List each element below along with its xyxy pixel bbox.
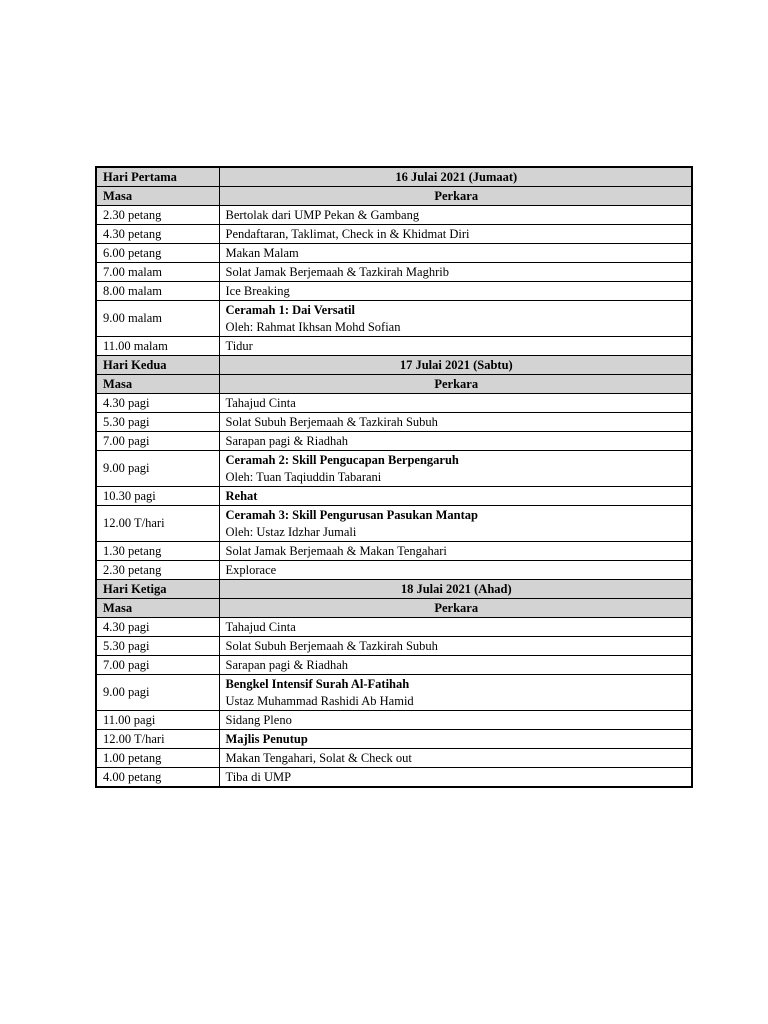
perkara-line: Oleh: Tuan Taqiuddin Tabarani xyxy=(225,469,382,484)
schedule-row xyxy=(96,487,692,506)
perkara-line: Sidang Pleno xyxy=(225,712,292,727)
schedule-row xyxy=(96,282,692,301)
schedule-row xyxy=(96,451,692,487)
perkara-cell xyxy=(219,225,692,244)
schedule-table xyxy=(95,166,693,788)
masa-column-header: Masa xyxy=(96,187,219,206)
perkara-cell xyxy=(219,730,692,749)
time-cell: 9.00 pagi xyxy=(96,675,219,711)
perkara-line: Solat Jamak Berjemaah & Makan Tengahari xyxy=(225,543,447,558)
time-cell: 10.30 pagi xyxy=(96,487,219,506)
perkara-line: Tiba di UMP xyxy=(225,769,292,784)
day-date-label: 17 Julai 2021 (Sabtu) xyxy=(219,356,692,375)
time-cell: 6.00 petang xyxy=(96,244,219,263)
perkara-cell xyxy=(219,675,692,711)
day-label: Hari Pertama xyxy=(96,167,219,187)
schedule-row xyxy=(96,301,692,337)
schedule-row xyxy=(96,656,692,675)
column-header-row xyxy=(96,187,692,206)
time-cell: 4.30 pagi xyxy=(96,618,219,637)
time-cell: 2.30 petang xyxy=(96,561,219,580)
perkara-line: Makan Malam xyxy=(225,245,299,260)
perkara-line: Rehat xyxy=(225,488,258,503)
perkara-line: Bertolak dari UMP Pekan & Gambang xyxy=(225,207,420,222)
time-cell: 1.30 petang xyxy=(96,542,219,561)
time-cell: 11.00 malam xyxy=(96,337,219,356)
schedule-row xyxy=(96,206,692,225)
perkara-line: Makan Tengahari, Solat & Check out xyxy=(225,750,412,765)
perkara-cell xyxy=(219,506,692,542)
perkara-line: Solat Subuh Berjemaah & Tazkirah Subuh xyxy=(225,638,438,653)
time-cell: 5.30 pagi xyxy=(96,413,219,432)
time-cell: 1.00 petang xyxy=(96,749,219,768)
day-label: Hari Kedua xyxy=(96,356,219,375)
schedule-row xyxy=(96,749,692,768)
time-cell: 7.00 pagi xyxy=(96,432,219,451)
schedule-row xyxy=(96,637,692,656)
schedule-row xyxy=(96,675,692,711)
time-cell: 8.00 malam xyxy=(96,282,219,301)
column-header-row xyxy=(96,375,692,394)
perkara-line: Ceramah 3: Skill Pengurusan Pasukan Mantap xyxy=(225,507,478,522)
day-date-label: 16 Julai 2021 (Jumaat) xyxy=(219,167,692,187)
masa-column-header: Masa xyxy=(96,375,219,394)
schedule-row xyxy=(96,542,692,561)
time-cell: 9.00 pagi xyxy=(96,451,219,487)
perkara-line: Oleh: Ustaz Idzhar Jumali xyxy=(225,524,357,539)
perkara-line: Pendaftaran, Taklimat, Check in & Khidmat Diri xyxy=(225,226,470,241)
perkara-line: Ceramah 1: Dai Versatil xyxy=(225,302,355,317)
day-date-label: 18 Julai 2021 (Ahad) xyxy=(219,580,692,599)
time-cell: 7.00 pagi xyxy=(96,656,219,675)
time-cell: 11.00 pagi xyxy=(96,711,219,730)
schedule-row xyxy=(96,432,692,451)
perkara-cell xyxy=(219,656,692,675)
schedule-row xyxy=(96,711,692,730)
perkara-cell xyxy=(219,394,692,413)
perkara-cell xyxy=(219,542,692,561)
time-cell: 4.00 petang xyxy=(96,768,219,788)
perkara-cell xyxy=(219,749,692,768)
perkara-cell xyxy=(219,451,692,487)
time-cell: 7.00 malam xyxy=(96,263,219,282)
schedule-table-body xyxy=(96,167,692,787)
time-cell: 12.00 T/hari xyxy=(96,506,219,542)
perkara-line: Sarapan pagi & Riadhah xyxy=(225,433,349,448)
time-cell: 12.00 T/hari xyxy=(96,730,219,749)
perkara-cell xyxy=(219,263,692,282)
perkara-line: Ice Breaking xyxy=(225,283,290,298)
perkara-line: Sarapan pagi & Riadhah xyxy=(225,657,349,672)
perkara-cell xyxy=(219,301,692,337)
schedule-row xyxy=(96,730,692,749)
time-cell: 4.30 pagi xyxy=(96,394,219,413)
perkara-line: Oleh: Rahmat Ikhsan Mohd Sofian xyxy=(225,319,401,334)
perkara-line: Ustaz Muhammad Rashidi Ab Hamid xyxy=(225,693,414,708)
perkara-column-header: Perkara xyxy=(219,187,692,206)
schedule-row xyxy=(96,561,692,580)
column-header-row xyxy=(96,599,692,618)
day-label: Hari Ketiga xyxy=(96,580,219,599)
schedule-row xyxy=(96,618,692,637)
schedule-row xyxy=(96,413,692,432)
schedule-row xyxy=(96,506,692,542)
day-header-row xyxy=(96,356,692,375)
schedule-row xyxy=(96,768,692,788)
day-header-row xyxy=(96,580,692,599)
perkara-line: Solat Jamak Berjemaah & Tazkirah Maghrib xyxy=(225,264,449,279)
perkara-column-header: Perkara xyxy=(219,599,692,618)
perkara-cell xyxy=(219,432,692,451)
perkara-cell xyxy=(219,282,692,301)
time-cell: 5.30 pagi xyxy=(96,637,219,656)
masa-column-header: Masa xyxy=(96,599,219,618)
time-cell: 9.00 malam xyxy=(96,301,219,337)
perkara-line: Bengkel Intensif Surah Al-Fatihah xyxy=(225,676,410,691)
perkara-cell xyxy=(219,244,692,263)
perkara-cell xyxy=(219,487,692,506)
perkara-line: Ceramah 2: Skill Pengucapan Berpengaruh xyxy=(225,452,459,467)
perkara-cell xyxy=(219,413,692,432)
schedule-row xyxy=(96,263,692,282)
perkara-cell xyxy=(219,711,692,730)
perkara-line: Majlis Penutup xyxy=(225,731,308,746)
schedule-row xyxy=(96,225,692,244)
perkara-line: Tahajud Cinta xyxy=(225,619,296,634)
schedule-row xyxy=(96,244,692,263)
day-header-row xyxy=(96,167,692,187)
perkara-column-header: Perkara xyxy=(219,375,692,394)
perkara-line: Tahajud Cinta xyxy=(225,395,296,410)
perkara-cell xyxy=(219,618,692,637)
perkara-line: Tidur xyxy=(225,338,253,353)
perkara-line: Explorace xyxy=(225,562,277,577)
perkara-cell xyxy=(219,337,692,356)
perkara-cell xyxy=(219,206,692,225)
time-cell: 4.30 petang xyxy=(96,225,219,244)
perkara-cell xyxy=(219,637,692,656)
schedule-row xyxy=(96,337,692,356)
perkara-line: Solat Subuh Berjemaah & Tazkirah Subuh xyxy=(225,414,438,429)
perkara-cell xyxy=(219,768,692,788)
perkara-cell xyxy=(219,561,692,580)
schedule-row xyxy=(96,394,692,413)
time-cell: 2.30 petang xyxy=(96,206,219,225)
